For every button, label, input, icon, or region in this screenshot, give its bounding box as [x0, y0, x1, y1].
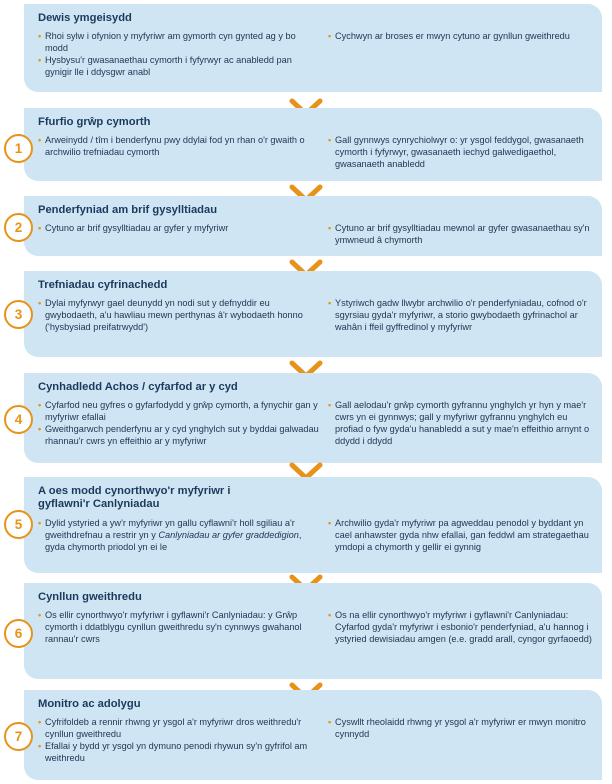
bullet-item: • Cyfrifoldeb a rennir rhwng yr ysgol a'r myfyriwr dros weithredu'r cynllun gweithredu — [38, 717, 302, 739]
bullet-item: • Cyswllt rheolaidd rhwng yr ysgol a'r myfyriwr er mwyn monitro cynnydd — [328, 717, 586, 739]
step-right-column — [328, 134, 592, 170]
step-box-3 — [24, 271, 602, 357]
bullet-item: • Os na ellir cynorthwyo'r myfyriwr i gyflawni'r Canlyniadau: Cyfarfod gyda'r myfyriwr i esbonio'r penderfyniad, a'u hannog i ystyried dewisiadau amgen (e.e. gradd arall, cyngor gyrfaoedd) — [328, 610, 592, 644]
bullet-item: • Rhoi sylw i ofynion y myfyriwr am gymorth cyn gynted ag y bo modd — [38, 31, 296, 53]
step-number-badge: 6 — [4, 619, 33, 648]
step-number-badge: 3 — [4, 300, 33, 329]
bullet-item: • Gall aelodau'r grŵp cymorth gyfrannu ynghylch yr hyn y mae'r cwrs yn ei gynnwys; gall y myfyriwr gyfrannu ynghylch eu profiad o fyw gyda'u hanabledd a sut y mae'n effeithio arnynt o ddydd i ddydd — [328, 400, 590, 446]
step-number-badge: 5 — [4, 510, 33, 539]
step-left-column — [38, 134, 320, 158]
step-title: Monitro ac adolygu — [38, 698, 141, 710]
bullet-item: • Hysbysu'r gwasanaethau cymorth i fyfyrwyr ac anabledd pan gynigir lle i ddysgwr anabl — [38, 55, 292, 77]
step-box-7 — [24, 690, 602, 780]
step-right-column — [328, 30, 592, 42]
bullet-item: • Cytuno ar brif gysylltiadau mewnol ar gyfer gwasanaethau sy'n ymwneud â chymorth — [328, 223, 590, 245]
step-box-1 — [24, 108, 602, 181]
bullet-item: • Cytuno ar brif gysylltiadau ar gyfer y myfyriwr — [38, 223, 229, 233]
step-number-badge: 1 — [4, 134, 33, 163]
bullet-item: • Archwilio gyda'r myfyriwr pa agweddau penodol y byddant yn cael anhawster gyda nhw efallai, gan feddwl am strategaethau ymdopi a chymorth y gellir ei gynnig — [328, 518, 589, 552]
step-title: Cynhadledd Achos / cyfarfod ar y cyd — [38, 381, 238, 393]
step-number-badge: 4 — [4, 405, 33, 434]
step-right-column — [328, 399, 592, 447]
step-box-4 — [24, 373, 602, 463]
step-box-6 — [24, 583, 602, 679]
step-right-column — [328, 716, 592, 740]
step-left-column — [38, 609, 320, 645]
step-title: Cynllun gweithredu — [38, 591, 142, 603]
bullet-item: • Dylid ystyried a yw'r myfyriwr yn gallu cyflawni'r holl sgiliau a'r gweithdrefnau a restrir yn y Canlyniadau ar gyfer graddedigion, gyda chymorth priodol yn ei le — [38, 518, 302, 552]
step-left-column — [38, 517, 320, 553]
step-left-column — [38, 30, 320, 78]
step-title: Trefniadau cyfrinachedd — [38, 279, 168, 291]
bullet-item: • Ystyriwch gadw llwybr archwilio o'r penderfyniadau, cofnod o'r sgyrsiau gyda'r myfyriwr, a storio gwybodaeth gyfrinachol ar wahân i ffeil gyffredinol y myfyriwr — [328, 298, 587, 332]
step-right-column — [328, 609, 592, 645]
step-title-line: A oes modd cynorthwyo'r myfyriwr i — [38, 485, 231, 497]
bullet-item: • Gall gynnwys cynrychiolwyr o: yr ysgol feddygol, gwasanaeth cymorth i fyfyrwyr, gwasanaeth iechyd galwedigaethol, gwasanaeth anabledd — [328, 135, 584, 169]
bullet-item: • Arweinydd / tîm i benderfynu pwy ddylai fod yn rhan o'r gwaith o archwilio trefniadau cymorth — [38, 135, 305, 157]
step-title: Penderfyniad am brif gysylltiadau — [38, 204, 218, 216]
step-number-badge: 2 — [4, 213, 33, 242]
step-right-column — [328, 222, 592, 246]
bullet-item: • Efallai y bydd yr ysgol yn dymuno penodi rhywun sy'n gyfrifol am weithredu — [38, 741, 308, 763]
step-left-column — [38, 399, 320, 447]
bullet-item: • Cychwyn ar broses er mwyn cytuno ar gynllun gweithredu — [328, 31, 570, 41]
step-left-column — [38, 222, 320, 234]
bullet-item: • Dylai myfyrwyr gael deunydd yn nodi sut y defnyddir eu gwybodaeth, a'u hawliau mewn perthynas â'r wybodaeth honno ('hysbysiad preifatrwydd') — [38, 298, 303, 332]
step-box-5 — [24, 477, 602, 573]
step-title — [38, 485, 588, 511]
step-box-0 — [24, 4, 602, 92]
step-right-column — [328, 517, 592, 553]
bullet-item: • Cyfarfod neu gyfres o gyfarfodydd y grŵp cymorth, a fynychir gan y myfyriwr efallai — [38, 400, 318, 422]
step-left-column — [38, 716, 320, 764]
bullet-item: • Os ellir cynorthwyo'r myfyriwr i gyflawni'r Canlyniadau: y Grŵp cymorth i ddatblygu cynllun gweithredu sy'n cynnwys gwahanol rannau'r cwrs — [38, 610, 302, 644]
step-number-badge: 7 — [4, 722, 33, 751]
step-right-column — [328, 297, 592, 333]
step-title-line: gyflawni'r Canlyniadau — [38, 498, 160, 510]
step-title: Dewis ymgeisydd — [38, 12, 132, 24]
step-title: Ffurfio grŵp cymorth — [38, 116, 151, 128]
bullet-item: • Gweithgarwch penderfynu ar y cyd ynghylch sut y byddai galwadau rhannau'r cwrs yn effeithio ar y myfyriwr — [38, 424, 319, 446]
step-left-column — [38, 297, 320, 333]
step-box-2 — [24, 196, 602, 256]
